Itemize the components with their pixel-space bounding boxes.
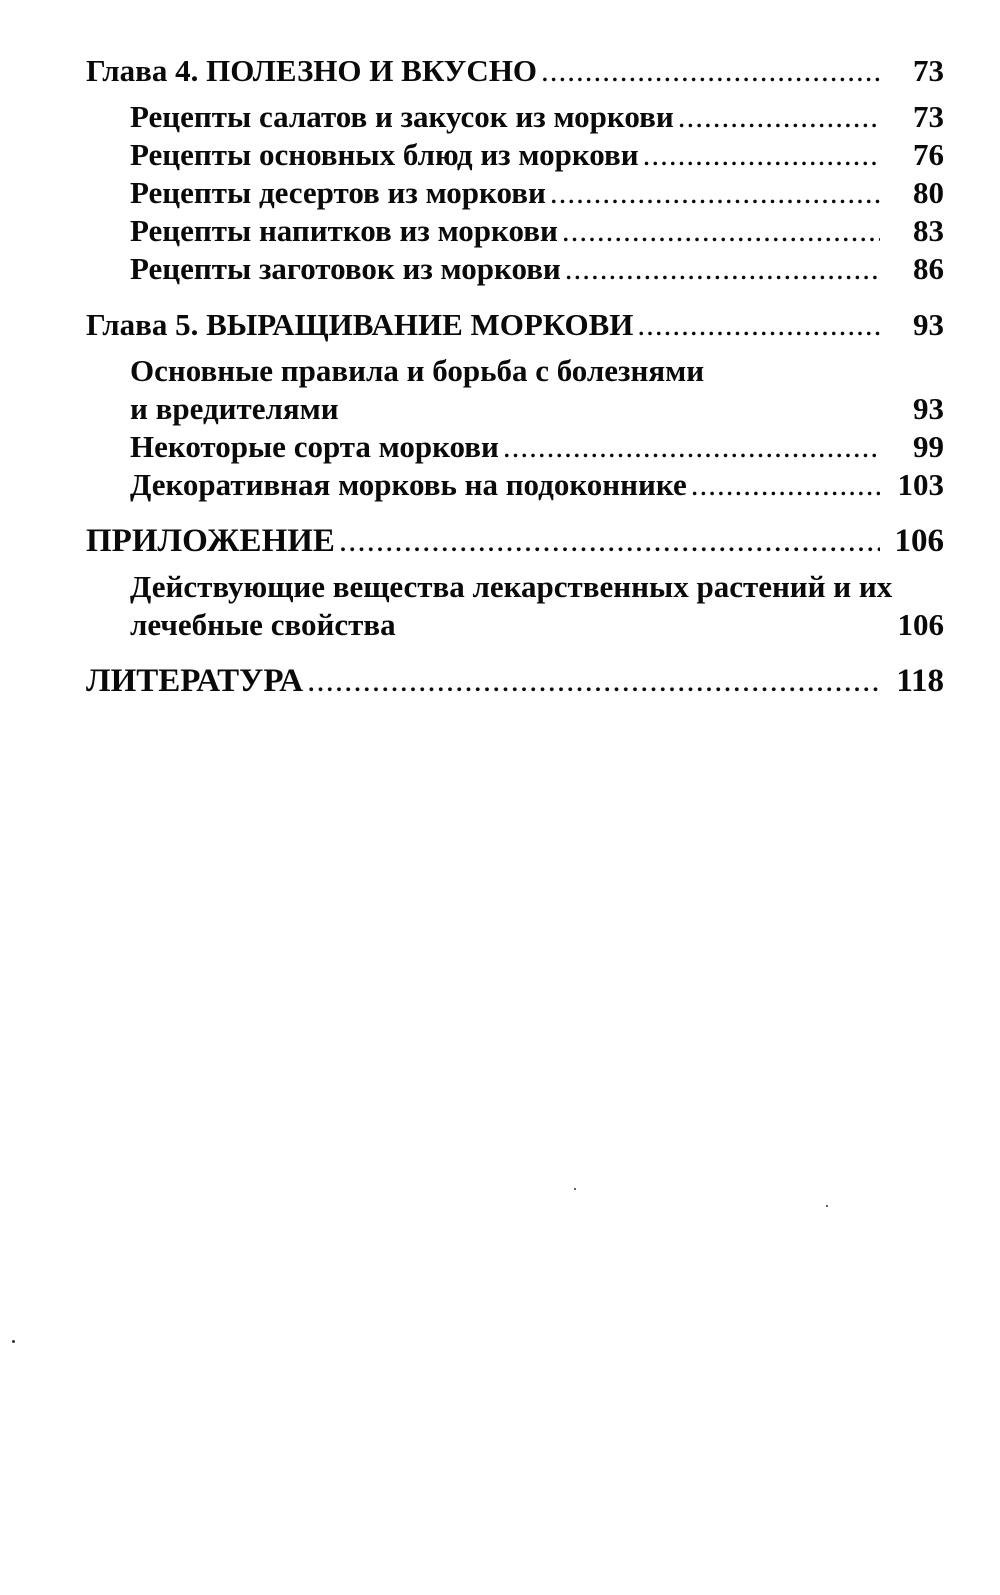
toc-entry-salads[interactable] — [86, 98, 944, 136]
toc-entry-literature[interactable] — [86, 662, 944, 700]
toc-entry-appendix[interactable] — [86, 522, 944, 560]
chapter-title: ЛИТЕРАТУРА — [86, 663, 304, 699]
dot-leader — [503, 428, 880, 466]
page-number: 118 — [896, 663, 944, 699]
page-number: 93 — [913, 391, 944, 426]
page-number: 106 — [897, 607, 944, 642]
dot-leader — [307, 662, 880, 700]
chapter-title: Глава 5. ВЫРАЩИВАНИЕ МОРКОВИ — [86, 307, 634, 342]
print-speck — [826, 1205, 828, 1207]
print-speck — [12, 1340, 15, 1343]
page-number: 76 — [913, 137, 944, 172]
section-title-line-2: лечебные свойства — [130, 607, 396, 642]
print-speck — [574, 1188, 576, 1190]
section-title-line-2: и вредителями — [130, 391, 339, 426]
page-number: 103 — [897, 467, 944, 502]
table-of-contents — [86, 52, 944, 700]
dot-leader — [562, 212, 880, 250]
page-number: 86 — [913, 251, 944, 286]
section-title: Декоративная морковь на подоконнике — [130, 467, 687, 502]
dot-leader — [643, 136, 880, 174]
section-title: Рецепты основных блюд из моркови — [130, 137, 639, 172]
page-number: 73 — [913, 99, 944, 134]
page-number: 99 — [913, 429, 944, 464]
dot-leader — [550, 174, 880, 212]
page-number: 73 — [913, 53, 944, 88]
page-number: 80 — [913, 175, 944, 210]
dot-leader — [339, 522, 880, 560]
toc-entry-chapter-4[interactable] — [86, 52, 944, 90]
dot-leader — [541, 52, 880, 90]
section-title-line-1: Действующие вещества лекарственных растений и их — [130, 569, 893, 604]
section-title: Рецепты салатов и закусок из моркови — [130, 99, 674, 134]
toc-entry-drinks[interactable] — [86, 212, 944, 250]
dot-leader — [691, 466, 880, 504]
toc-entry-varieties[interactable] — [86, 428, 944, 466]
toc-entry-chapter-5[interactable] — [86, 306, 944, 344]
section-title: Рецепты напитков из моркови — [130, 213, 558, 248]
section-title: Некоторые сорта моркови — [130, 429, 499, 464]
dot-leader — [565, 250, 880, 288]
dot-leader — [637, 306, 880, 344]
toc-entry-main-dishes[interactable] — [86, 136, 944, 174]
chapter-title: Глава 4. ПОЛЕЗНО И ВКУСНО — [86, 53, 538, 88]
section-title: Рецепты десертов из моркови — [130, 175, 546, 210]
toc-entry-windowsill[interactable] — [86, 466, 944, 504]
page-number: 106 — [894, 523, 944, 559]
section-title: Рецепты заготовок из моркови — [130, 251, 561, 286]
chapter-title: ПРИЛОЖЕНИЕ — [86, 523, 335, 559]
section-title-line-1: Основные правила и борьба с болезнями — [130, 353, 705, 388]
dot-leader — [678, 98, 880, 136]
page-number: 83 — [913, 213, 944, 248]
page-number: 93 — [913, 307, 944, 342]
toc-entry-preserves[interactable] — [86, 250, 944, 288]
toc-entry-desserts[interactable] — [86, 174, 944, 212]
toc-entry-rules-and-pests[interactable] — [86, 352, 944, 428]
toc-entry-active-substances[interactable] — [86, 568, 944, 644]
